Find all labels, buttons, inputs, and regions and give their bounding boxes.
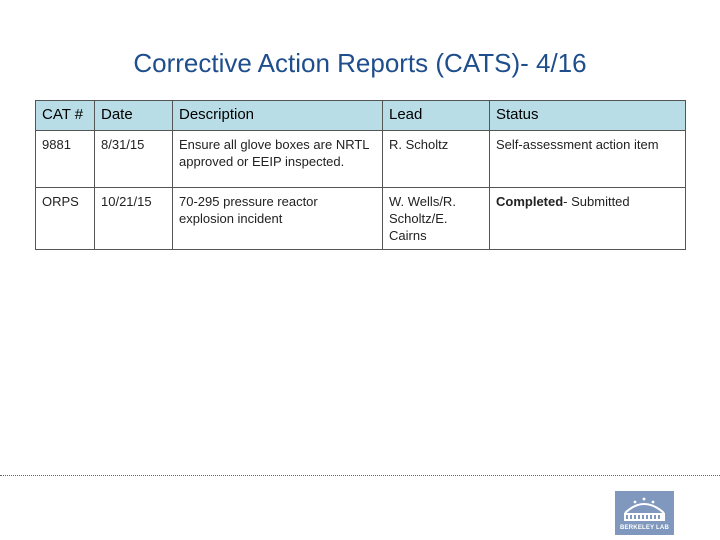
header-date: Date [95,101,173,131]
status-bold-text: Completed [496,194,564,209]
header-lead: Lead [383,101,490,131]
cell-date: 10/21/15 [95,188,173,250]
berkeley-lab-logo [615,491,674,535]
header-cat: CAT # [36,101,95,131]
header-description: Description [173,101,383,131]
cell-status [490,131,686,188]
cell-description: 70-295 pressure reactor explosion incident [173,188,383,250]
cell-description: Ensure all glove boxes are NRTL approved or EEIP inspected. [173,131,383,188]
status-text: Self-assessment action item [496,137,659,152]
footer-divider [0,475,720,476]
table-row [36,131,686,188]
cats-table [35,100,686,250]
header-status: Status [490,101,686,131]
cell-lead: W. Wells/R. Scholtz/E. Cairns [383,188,490,250]
status-text: - Submitted [563,194,630,209]
table-row [36,188,686,250]
berkeley-lab-logo-icon [615,491,674,527]
cell-date: 8/31/15 [95,131,173,188]
cell-status [490,188,686,250]
cell-lead: R. Scholtz [383,131,490,188]
page-title: Corrective Action Reports (CATS)- 4/16 [133,48,587,78]
cell-cat: 9881 [36,131,95,188]
cell-cat: ORPS [36,188,95,250]
table-header-row [36,101,686,131]
logo-text: BERKELEY LAB [620,525,669,531]
